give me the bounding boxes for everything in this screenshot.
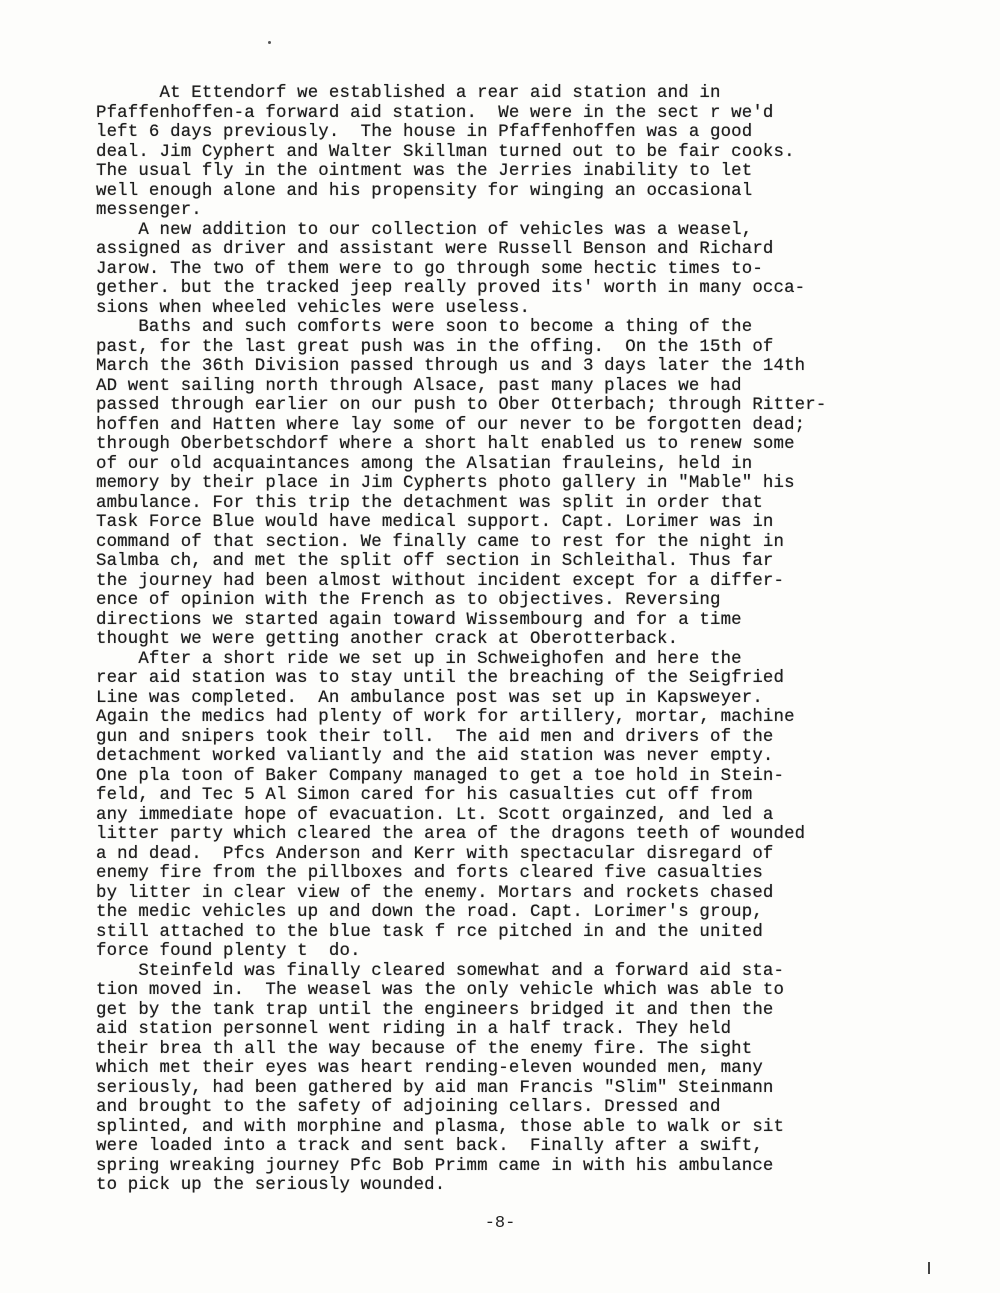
text-line: Steinfeld was finally cleared somewhat and a forward aid sta- — [96, 961, 785, 981]
text-line: hoffen and Hatten where lay some of our never to be forgotten dead; — [96, 415, 806, 435]
text-line: ambulance. For this trip the detachment was split in order that — [96, 493, 763, 513]
text-line: force found plenty t do. — [96, 942, 361, 961]
text-line: After a short ride we set up in Schweighofen and here the — [96, 649, 742, 669]
text-line: One pla toon of Baker Company managed to get a toe hold in Stein- — [96, 766, 785, 786]
text-line: gun and snipers took their toll. The aid men and drivers of the — [96, 727, 774, 747]
text-line: through Oberbetschdorf where a short halt enabled us to renew some — [96, 435, 795, 454]
text-line: left 6 days previously. The house in Pfaffenhoffen was a good — [96, 123, 753, 142]
text-line: thought we were getting another crack at Oberotterback. — [96, 630, 679, 649]
text-line: of our old acquaintances among the Alsatian frauleins, held in — [96, 454, 753, 474]
text-line: sions when wheeled vehicles were useless. — [96, 298, 531, 318]
text-line: were loaded into a track and sent back. Finally after a swift, — [96, 1137, 763, 1156]
text-line: any immediate hope of evacuation. Lt. Scott orgainzed, and led a — [96, 805, 774, 825]
text-line: by litter in clear view of the enemy. Mortars and rockets chased — [96, 883, 774, 903]
text-line: feld, and Tec 5 Al Simon cared for his casualties cut off from — [96, 786, 753, 805]
text-line: ence of opinion with the French as to objectives. Reversing — [96, 591, 721, 610]
paper-speck — [268, 41, 271, 44]
text-line: tion moved in. The weasel was the only vehicle which was able to — [96, 981, 785, 1000]
text-line: At Ettendorf we established a rear aid station and in — [96, 84, 721, 103]
text-line: Again the medics had plenty of work for artillery, mortar, machine — [96, 708, 795, 727]
text-line: deal. Jim Cyphert and Walter Skillman turned out to be fair cooks. — [96, 142, 795, 162]
text-line: Task Force Blue would have medical support. Capt. Lorimer was in — [96, 513, 774, 532]
text-line: Salmba ch, and met the split off section in Schleithal. Thus far — [96, 552, 774, 571]
text-line: the journey had been almost without incident except for a differ- — [96, 571, 785, 591]
text-line: rear aid station was to stay until the breaching of the Seigfried — [96, 669, 785, 688]
text-line: splinted, and with morphine and plasma, those able to walk or sit — [96, 1117, 785, 1137]
text-line: aid station personnel went riding in a half track. They held — [96, 1020, 732, 1039]
page-number: -8- — [484, 1214, 516, 1233]
text-line: to pick up the seriously wounded. — [96, 1176, 446, 1195]
text-line: litter party which cleared the area of the dragons teeth of wounded — [96, 825, 806, 844]
text-line: messenger. — [96, 201, 202, 220]
text-line: A new addition to our collection of vehicles was a weasel, — [96, 220, 753, 240]
margin-mark — [928, 1262, 930, 1274]
text-line: which met their eyes was heart rending-eleven wounded men, many — [96, 1059, 763, 1078]
text-line: and brought to the safety of adjoining cellars. Dressed and — [96, 1098, 721, 1117]
text-line: The usual fly in the ointment was the Jerries inability to let — [96, 162, 753, 181]
text-line: Pfaffenhoffen-a forward aid station. We were in the sect r we'd — [96, 103, 774, 123]
text-line: a nd dead. Pfcs Anderson and Kerr with spectacular disregard of — [96, 844, 774, 864]
text-line: spring wreaking journey Pfc Bob Primm came in with his ambulance — [96, 1156, 774, 1176]
text-line: their brea th all the way because of the enemy fire. The sight — [96, 1039, 753, 1059]
text-line: March the 36th Division passed through us and 3 days later the 14th — [96, 357, 806, 376]
text-line: directions we started again toward Wissembourg and for a time — [96, 610, 742, 630]
text-line: seriously, had been gathered by aid man Francis "Slim" Steinmann — [96, 1078, 774, 1098]
text-line: detachment worked valiantly and the aid station was never empty. — [96, 747, 774, 766]
text-line: past, for the last great push was in the offing. On the 15th of — [96, 337, 774, 357]
text-line: enemy fire from the pillboxes and forts cleared five casualties — [96, 864, 763, 883]
text-line: memory by their place in Jim Cypherts photo gallery in "Mable" his — [96, 474, 795, 493]
text-line: well enough alone and his propensity for winging an occasional — [96, 181, 753, 201]
text-line: command of that section. We finally came to rest for the night in — [96, 532, 785, 552]
text-line: get by the tank trap until the engineers bridged it and then the — [96, 1000, 774, 1020]
text-line: the medic vehicles up and down the road. Capt. Lorimer's group, — [96, 903, 763, 922]
text-line: gether. but the tracked jeep really proved its' worth in many occa- — [96, 279, 806, 298]
text-line: assigned as driver and assistant were Russell Benson and Richard — [96, 240, 774, 259]
text-line: Line was completed. An ambulance post was set up in Kapsweyer. — [96, 688, 763, 708]
text-line: Baths and such comforts were soon to become a thing of the — [96, 318, 753, 337]
text-line: AD went sailing north through Alsace, past many places we had — [96, 376, 742, 396]
body-text — [96, 84, 916, 1196]
text-line: passed through earlier on our push to Ober Otterbach; through Ritter- — [96, 396, 827, 415]
text-line: Jarow. The two of them were to go through some hectic times to- — [96, 259, 763, 279]
text-line: still attached to the blue task f rce pitched in and the united — [96, 922, 763, 942]
